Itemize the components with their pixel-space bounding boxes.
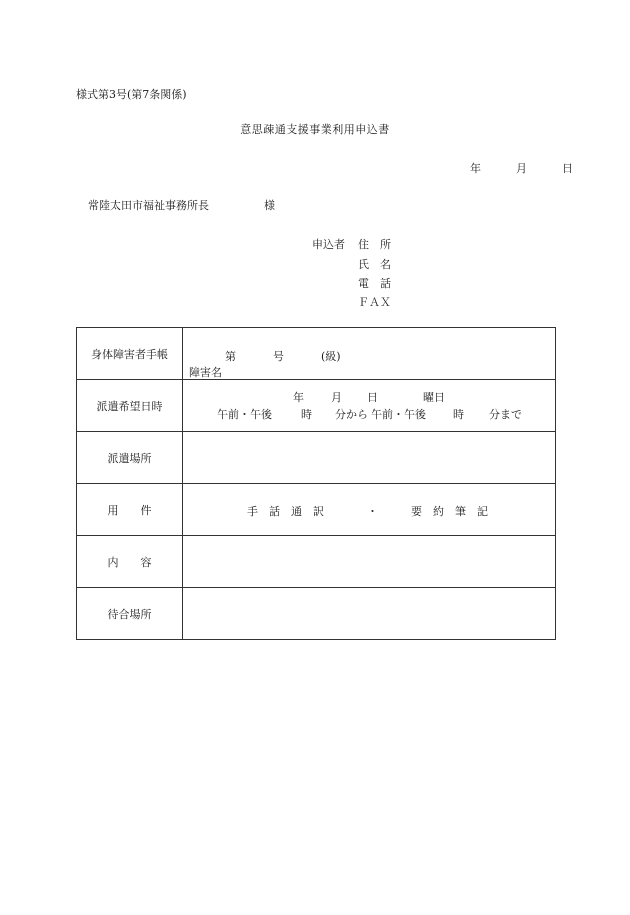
cert-go: 号 [273, 350, 284, 363]
purpose-sign-language[interactable]: 手 話 通 訳 [247, 505, 324, 518]
cert-kyu: (級) [321, 350, 341, 363]
dt-start-min: 分から [335, 408, 368, 421]
dt-year: 年 [293, 391, 304, 404]
document-title: 意思疎通支援事業利用申込書 [240, 123, 390, 136]
row-label-waiting-place: 待合場所 [77, 588, 183, 640]
dt-weekday: 曜日 [423, 391, 445, 404]
cert-disability-name: 障害名 [189, 366, 222, 379]
certificate-field[interactable] [183, 328, 556, 380]
applicant-prefix: 申込者 [312, 238, 345, 251]
table-row [77, 588, 556, 640]
application-table [76, 327, 556, 640]
dt-end-ampm: 午前・午後 [371, 408, 426, 421]
row-label-location: 派遣場所 [77, 432, 183, 484]
row-label-certificate: 身体障害者手帳 [77, 328, 183, 380]
dt-end-hour: 時 [453, 408, 464, 421]
table-row [77, 328, 556, 380]
row-label-datetime: 派遣希望日時 [77, 380, 183, 432]
date-year: 年 [470, 162, 481, 175]
dt-start-hour: 時 [301, 408, 312, 421]
dt-day: 日 [367, 391, 378, 404]
dt-start-ampm: 午前・午後 [217, 408, 272, 421]
content-field[interactable] [183, 536, 556, 588]
table-row [77, 484, 556, 536]
addressee [88, 197, 275, 213]
purpose-field[interactable] [183, 484, 556, 536]
addressee-name: 常陸太田市福祉事務所長 [88, 199, 209, 212]
table-row [77, 432, 556, 484]
location-field[interactable] [183, 432, 556, 484]
row-label-content: 内 容 [77, 536, 183, 588]
purpose-separator: ・ [367, 505, 378, 518]
waiting-place-field[interactable] [183, 588, 556, 640]
cert-dai: 第 [225, 350, 236, 363]
table-row [77, 536, 556, 588]
addressee-honorific: 様 [264, 199, 275, 212]
date-day: 日 [562, 162, 573, 175]
form-number: 様式第3号(第7条関係) [76, 88, 187, 101]
applicant-phone-label: 電 話 [358, 277, 391, 290]
purpose-summary-writing[interactable]: 要 約 筆 記 [411, 505, 488, 518]
date-month: 月 [516, 162, 527, 175]
dt-month: 月 [331, 391, 342, 404]
datetime-field[interactable] [183, 380, 556, 432]
table-row [77, 380, 556, 432]
row-label-purpose: 用 件 [77, 484, 183, 536]
date-line [470, 160, 573, 176]
applicant-name-label: 氏 名 [358, 258, 391, 271]
applicant-address-label: 住 所 [358, 238, 391, 251]
dt-end-min: 分まで [489, 408, 522, 421]
applicant-fax-label: ＦＡＸ [358, 296, 391, 309]
